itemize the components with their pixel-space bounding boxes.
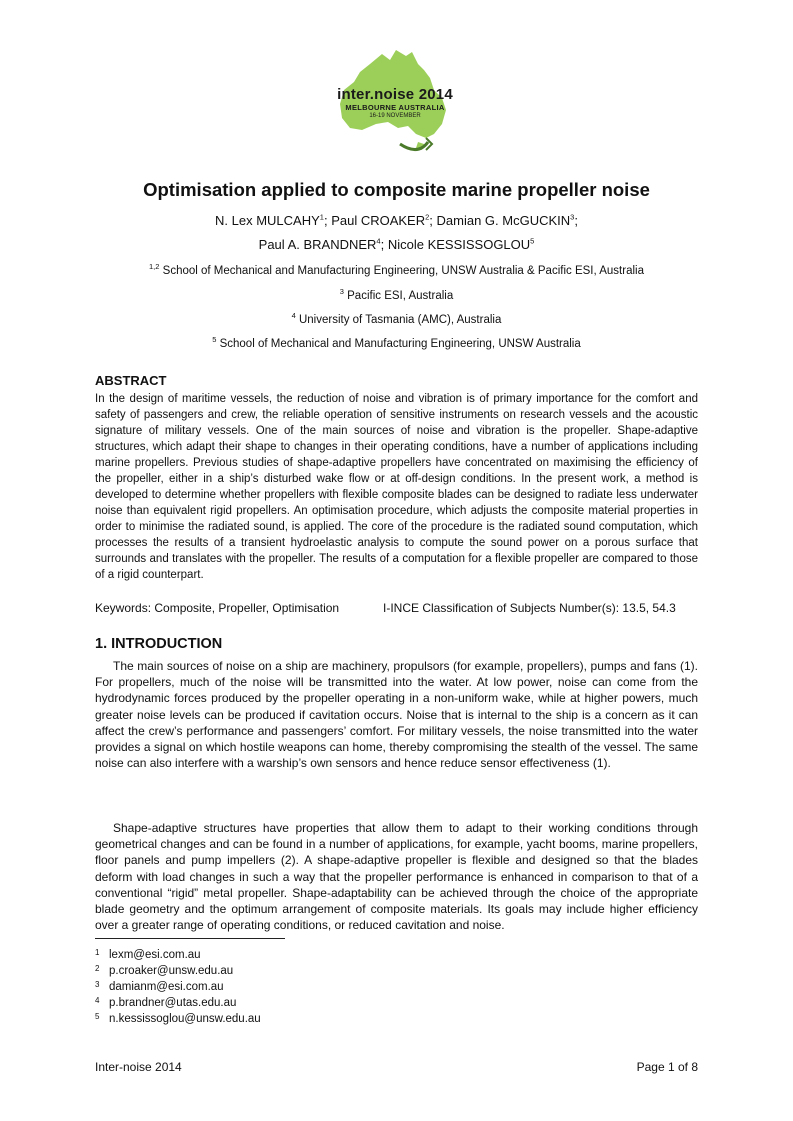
abstract-heading: ABSTRACT bbox=[95, 373, 167, 388]
affiliation: $^5$ School of Mechanical and Manufacturing Engineering, UNSW Australia bbox=[212, 335, 581, 350]
affiliation: $^{1,2}$ School of Mechanical and Manufacturing Engineering, UNSW Australia & Pacific ESI, Australia bbox=[149, 262, 644, 277]
author-sup: 4 bbox=[376, 236, 381, 246]
author-line-2: Paul A. BRANDNER$^4$; Nicole KESSISSOGLOU$^5$ bbox=[258, 236, 535, 252]
intro-paragraph-1: The main sources of noise on a ship are machinery, propulsors (for example, propellers), pumps and fans (1). For propellers, much of the noise will be transmitted into the water. At low power, noise can come from the hydrodynamic forces produced by the propeller operating in a non-uniform wake, while at higher powers, much greater noise levels can be produced if cavitation occurs. Noise that is internal to the ship is a concern as it can affect the crew’s performance and passengers’ comfort. For military vessels, the noise transmitted into the water provides a signal on which hostile weapons can home, thereby compromising the stealth of the vessel. The same noise can also interfere with a warship’s own sensors and hence reduce sensor effectiveness (1). bbox=[95, 659, 698, 771]
classification: I-INCE Classification of Subjects Number(s): 13.5, 54.3 bbox=[383, 601, 676, 615]
footer-conference: Inter-noise 2014 bbox=[95, 1060, 182, 1074]
author-name: Damian G. McGUCKIN bbox=[436, 213, 571, 228]
author-name: N. Lex MULCAHY bbox=[215, 213, 320, 228]
logo-dates: 16-19 NOVEMBER bbox=[369, 113, 421, 119]
author-name: Paul CROAKER bbox=[331, 213, 426, 228]
logo-location: MELBOURNE AUSTRALIA bbox=[345, 103, 445, 112]
author-sup: 5 bbox=[530, 236, 535, 246]
author-sup: 2 bbox=[425, 212, 430, 222]
affiliation: $^3$ Pacific ESI, Australia bbox=[339, 287, 454, 302]
footnote: 2 p.croaker@unsw.edu.au bbox=[95, 964, 234, 977]
footnote-rule bbox=[95, 938, 285, 939]
author-name: Paul A. BRANDNER bbox=[258, 237, 377, 252]
abstract-text: In the design of maritime vessels, the reduction of noise and vibration is of primary importance for the comfort and safety of passengers and crew, the reliable operation of sensitive instruments on research vessels and the acoustic signature of military vessels. One of the main sources of noise and vibration is the propeller. Shape-adaptive structures, which adapt their shape to changes in their operating conditions, have a number of applications including marine propellers. Previous studies of shape-adaptive propellers have concentrated on maximising the efficiency of the propeller, either in a ship’s disturbed wake flow or at off-design conditions. In the present work, a method is developed to determine whether propellers with flexible composite blades can be designed to radiate less underwater noise than equivalent rigid propellers. An optimisation procedure, which adjusts the composite material properties in order to minimise the radiated sound, is applied. The core of the procedure is the radiated sound computation, which processes the results of a transient hydroelastic analysis to compute the sound power on a porous surface that surrounds and translates with the propeller. The results of a computation for a flexible propeller are compared to those of a rigid counterpart. bbox=[95, 393, 698, 581]
logo-title: inter.noise 2014 bbox=[337, 86, 453, 103]
footnote: 3 damianm@esi.com.au bbox=[95, 980, 224, 993]
conference-logo bbox=[330, 46, 460, 170]
footnote: 5 n.kessissoglou@unsw.edu.au bbox=[95, 1012, 261, 1025]
author-name: Nicole KESSISSOGLOU bbox=[387, 237, 531, 252]
author-sup: 1 bbox=[319, 212, 324, 222]
footer-page-number: Page 1 of 8 bbox=[636, 1060, 698, 1074]
intro-paragraph-2: Shape-adaptive structures have properties that allow them to adapt to their working conditions through geometrical changes and can be found in a number of applications, for example, yacht booms, marine propellers, floor panels and pump impellers (2). A shape-adaptive propeller is flexible and designed so that the blades deform with load changes in such a way that the propeller performance is enhanced in comparison to that of a conventional “rigid” metal propeller. Shape-adaptability can be achieved through the choice of the appropriate blade geometry and the optimum arrangement of composite materials. Its goals may include higher efficiency over a greater range of operating conditions, or reduced cavitation and noise. bbox=[95, 821, 698, 933]
paper-title: Optimisation applied to composite marine propeller noise bbox=[143, 179, 650, 200]
affiliation: $^4$ University of Tasmania (AMC), Australia bbox=[291, 311, 502, 326]
author-line-1: N. Lex MULCAHY$^1$; Paul CROAKER$^2$; Damian G. McGUCKIN$^3$; bbox=[215, 212, 578, 228]
footnote: 1 lexm@esi.com.au bbox=[95, 948, 201, 961]
section-heading-introduction: 1. INTRODUCTION bbox=[95, 636, 223, 652]
keywords: Keywords: Composite, Propeller, Optimisation bbox=[95, 601, 340, 615]
author-sup: 3 bbox=[570, 212, 575, 222]
footnote: 4 p.brandner@utas.edu.au bbox=[95, 996, 237, 1009]
